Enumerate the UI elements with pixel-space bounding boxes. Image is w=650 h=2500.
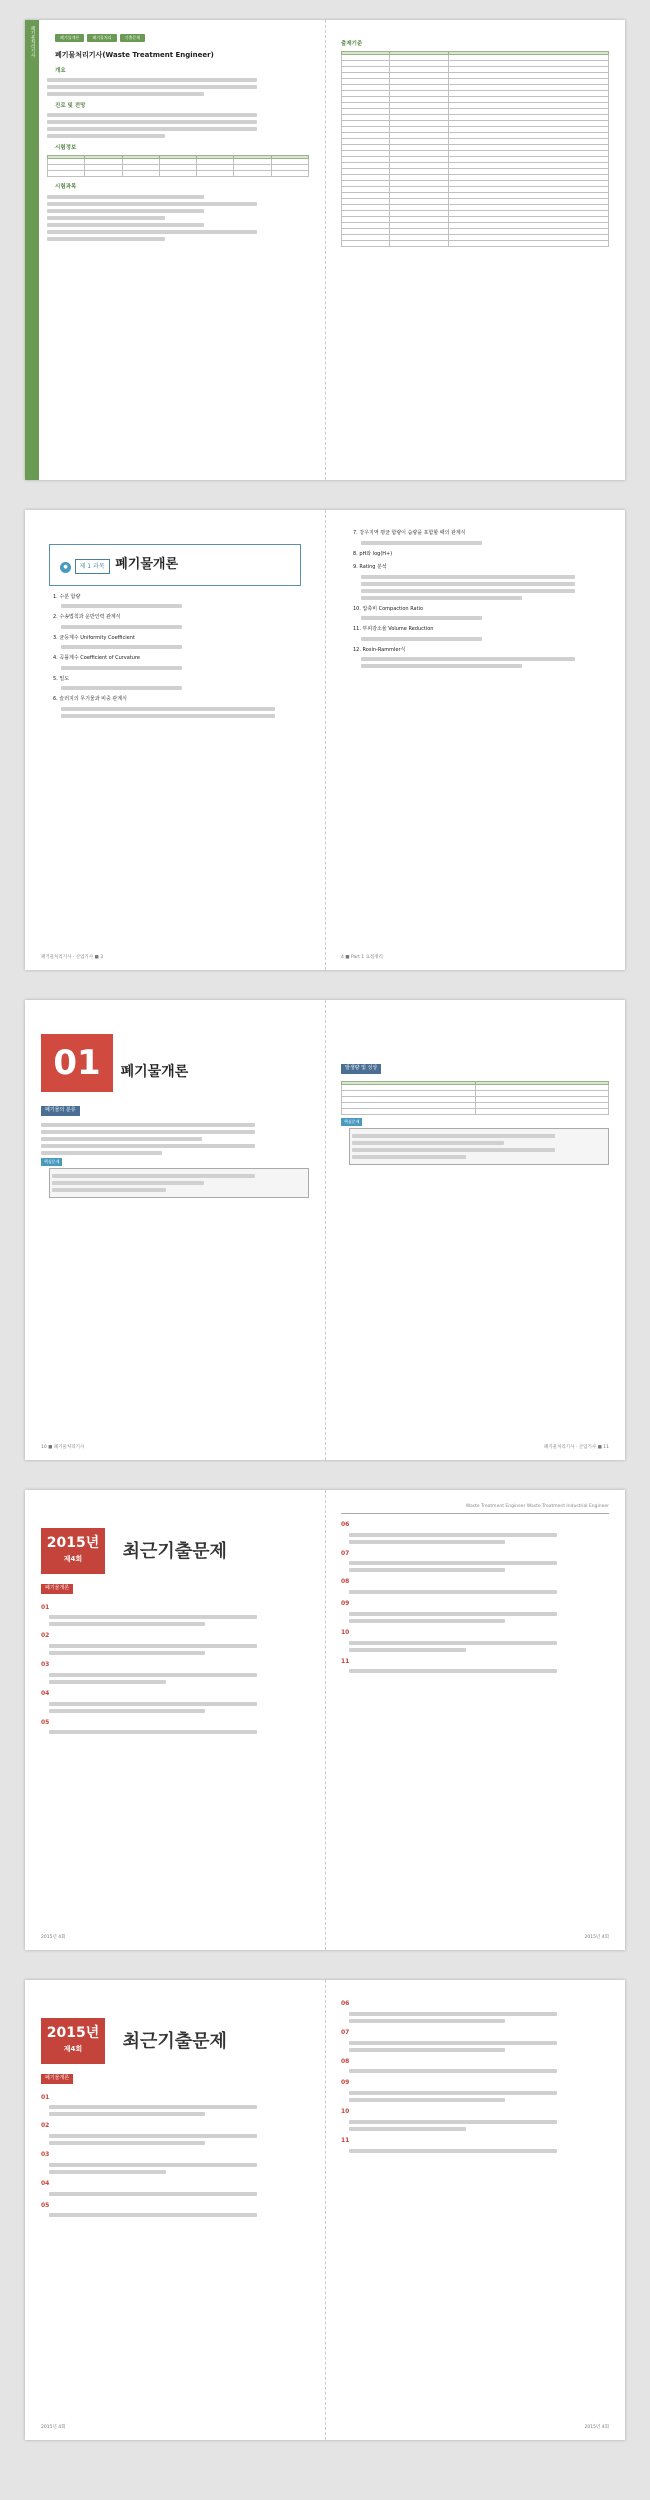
exam-info-table (47, 155, 309, 177)
formula-heading: 8. pH와 log(H+) (353, 550, 393, 557)
formula-line (61, 714, 275, 718)
text-line (47, 230, 257, 234)
year: 2015년 (46, 1535, 100, 1551)
chapter-header (41, 1034, 309, 1092)
question: 05 (41, 1718, 50, 1726)
formula-line (61, 707, 275, 711)
section-heading: 폐기물의 분류 (41, 1106, 80, 1116)
page-left (25, 1000, 325, 1460)
year-box (41, 1528, 105, 1574)
folio-right: 폐기물처리기사 · 산업기사 ■ 11 (544, 1445, 609, 1451)
round: 제4회 (63, 2045, 83, 2053)
exam-title: 최근기출문제 (122, 1541, 227, 1562)
year-box (41, 2018, 105, 2064)
question: 10 (341, 2108, 350, 2115)
folio-right: 2015년 4회 (584, 1935, 609, 1941)
page-right (325, 1490, 625, 1950)
text-line (47, 78, 257, 82)
formula-heading: 9. Rating 분석 (353, 564, 387, 570)
formula-line (361, 575, 575, 579)
formula-heading: 3. 균등계수 Uniformity Coefficient (53, 634, 135, 641)
spread-3 (25, 1000, 625, 1460)
question: 01 (41, 2093, 50, 2101)
formula-line (61, 625, 182, 629)
formula-line (361, 664, 522, 668)
formula-line (361, 582, 575, 586)
page-left (25, 20, 325, 480)
text-line (47, 134, 165, 138)
formula-line (61, 645, 182, 649)
text-line (41, 1144, 255, 1148)
chapter-title: 폐기물개론 (115, 557, 179, 572)
subject-heading: 폐기물개론 (41, 1584, 73, 1594)
formula-heading: 4. 곡률계수 Coefficient of Curvature (53, 655, 140, 661)
question: 09 (341, 2079, 350, 2087)
text-line (47, 209, 204, 213)
section-heading: 발생량 및 성상 (341, 1064, 381, 1074)
formula-line (61, 686, 182, 690)
question: 03 (41, 2151, 50, 2158)
folio-left: 2015년 4회 (41, 1935, 66, 1941)
tab-1: 폐기물개론 (55, 34, 84, 42)
formula-heading: 11. 부피감소율 Volume Reduction (353, 626, 434, 632)
syllabus-title: 출제기준 (341, 41, 363, 47)
spread-5 (25, 1980, 625, 2440)
text-line (41, 1151, 162, 1155)
formula-line (361, 596, 522, 600)
spread-4 (25, 1490, 625, 1950)
formula-line (361, 657, 575, 661)
exam-header (41, 1528, 309, 1574)
running-header: Waste Treatment Engineer Waste Treatment Industrial Engineer (341, 1504, 609, 1514)
text-line (41, 1123, 255, 1127)
spread-1 (25, 20, 625, 480)
text-line (47, 92, 204, 96)
exam-header (41, 2018, 309, 2064)
section-exam-info: 시험정보 (55, 145, 77, 151)
page-right (325, 510, 625, 970)
question: 08 (341, 1578, 350, 1586)
formula-line (361, 589, 575, 593)
main-title: 폐기물처리기사(Waste Treatment Engineer) (55, 51, 214, 59)
question: 11 (341, 1657, 350, 1665)
page-left (25, 510, 325, 970)
question: 04 (41, 2179, 50, 2187)
text-line (47, 113, 257, 117)
section-subjects: 시험과목 (55, 184, 77, 191)
text-line (41, 1130, 255, 1134)
text-line (47, 237, 165, 241)
syllabus-table (341, 51, 609, 247)
text-line (47, 127, 257, 131)
year: 2015년 (46, 2025, 100, 2041)
question: 06 (341, 1520, 350, 1528)
text-line (47, 85, 257, 89)
problem-box (49, 1168, 309, 1198)
question: 05 (41, 2201, 50, 2209)
text-line (47, 223, 204, 227)
page-right (325, 1000, 625, 1460)
folio-left: 2015년 4회 (41, 2425, 66, 2431)
question: 01 (41, 1603, 50, 1611)
question: 03 (41, 1661, 50, 1668)
text-line (41, 1137, 202, 1141)
formula-heading: 1. 수분 함량 (53, 593, 81, 600)
tab-row (47, 34, 309, 42)
tab-2: 폐기물처리 (87, 34, 116, 42)
question: 09 (341, 1600, 350, 1607)
folio-left: 폐기물처리기사 · 산업기사 ■ 3 (41, 955, 104, 961)
chapter-icon: ● (60, 562, 71, 573)
section-overview: 개요 (55, 67, 66, 74)
tab-3: 기출문제 (120, 34, 145, 42)
formula-line (361, 541, 482, 545)
problem-box (349, 1128, 609, 1165)
core-problem-tag: 핵심문제 (41, 1158, 62, 1166)
formula-line (61, 666, 182, 670)
core-problem-tag: 핵심문제 (341, 1118, 362, 1126)
text-line (47, 120, 257, 124)
formula-heading: 7. 강우지역 평균 함량이 습량을 포함할 때의 관계식 (353, 530, 466, 536)
folio-right: 4 ■ Part 1 요점정리 (341, 955, 383, 961)
formula-heading: 6. 슬러지의 무기물과 비중 관계식 (53, 696, 127, 702)
formula-heading: 5. 밀도 (53, 675, 70, 682)
chapter-box (49, 544, 301, 586)
question: 02 (41, 1632, 50, 1640)
question: 06 (341, 2000, 350, 2007)
question: 10 (341, 1628, 350, 1636)
folio-right: 2015년 4회 (584, 2425, 609, 2431)
text-line (47, 202, 257, 206)
formula-heading: 2. 수송법칙과 운반인력 관계식 (53, 614, 121, 620)
page-left (25, 1490, 325, 1950)
page-right (325, 1980, 625, 2440)
page-right (325, 20, 625, 480)
text-line (47, 195, 204, 199)
question: 07 (341, 1549, 350, 1557)
chapter-label: 제 1 과목 (75, 559, 110, 574)
data-table (341, 1081, 609, 1115)
exam-title: 최근기출문제 (122, 2031, 227, 2052)
subject-heading: 폐기물개론 (41, 2074, 73, 2084)
page-left (25, 1980, 325, 2440)
section-outlook: 진로 및 전망 (55, 102, 86, 109)
chapter-number: 01 (41, 1034, 113, 1092)
question: 07 (341, 2028, 350, 2036)
formula-heading: 10. 압축비 Compaction Ratio (353, 605, 424, 612)
round: 제4회 (63, 1555, 83, 1563)
formula-line (61, 604, 182, 608)
text-line (47, 216, 165, 220)
spread-2 (25, 510, 625, 970)
side-strip-label: 폐기물처리기사 (30, 26, 35, 58)
question: 11 (341, 2136, 350, 2144)
question: 08 (341, 2057, 350, 2065)
formula-heading: 12. Rosin-Rammler식 (353, 646, 406, 653)
question: 02 (41, 2122, 50, 2130)
formula-line (361, 616, 482, 620)
folio-left: 10 ■ 폐기물처리기사 (41, 1445, 85, 1451)
chapter-title: 폐기물개론 (120, 1064, 189, 1080)
formula-line (361, 637, 482, 641)
question: 04 (41, 1689, 50, 1697)
